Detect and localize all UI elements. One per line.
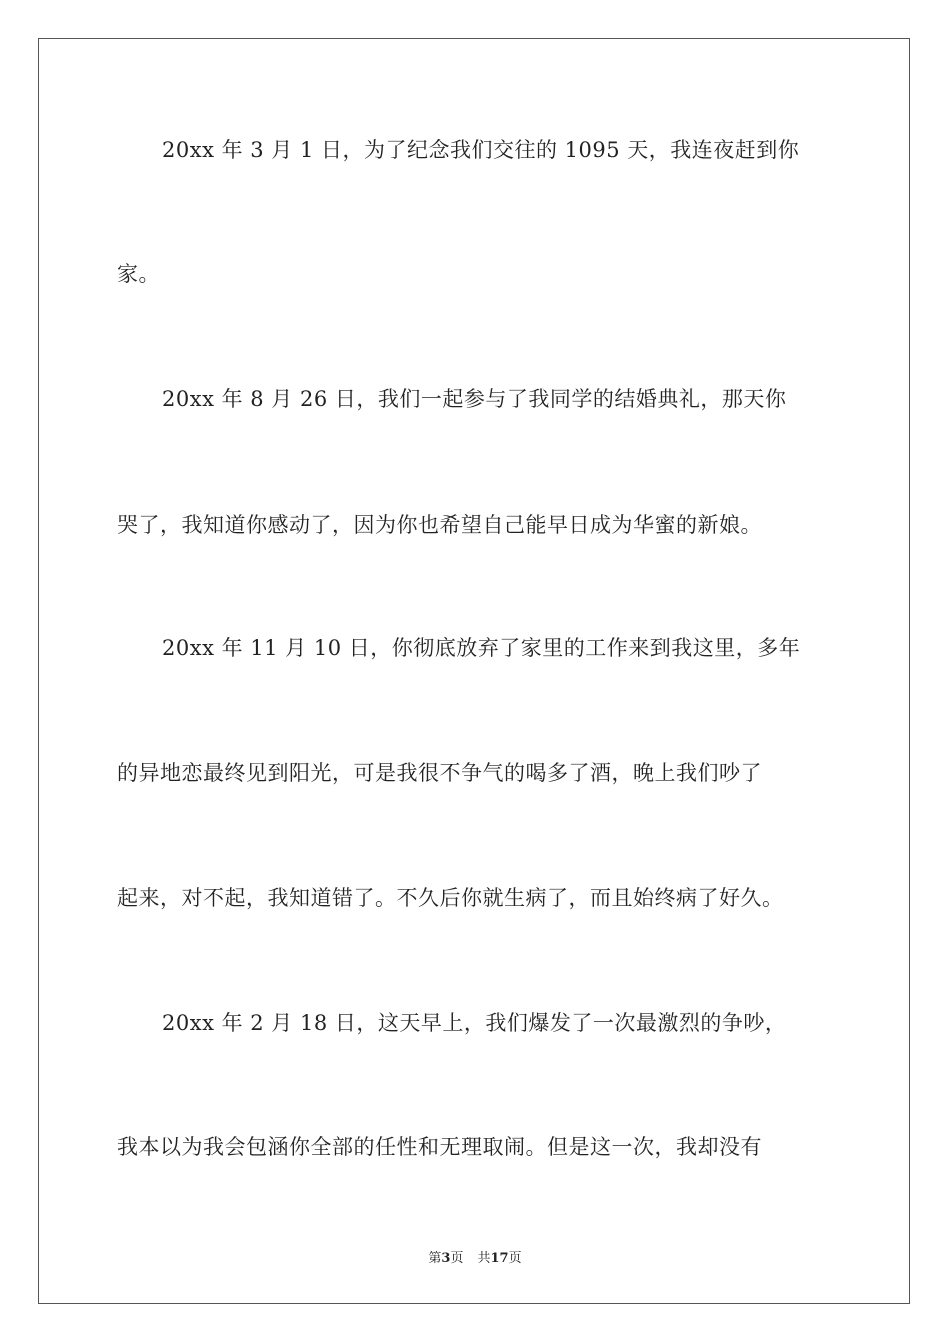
page-prefix: 第 xyxy=(428,1251,442,1266)
paragraph-line: 20xx 年 11 月 10 日，你彻底放弃了家里的工作来到我这里，多年 xyxy=(162,636,801,660)
page-footer xyxy=(0,1247,950,1266)
page-border xyxy=(38,38,910,1304)
paragraph-line: 哭了，我知道你感动了，因为你也希望自己能早日成为华蜜的新娘。 xyxy=(117,513,762,537)
total-pages: 17 xyxy=(490,1251,509,1266)
page-suffix: 页 xyxy=(450,1251,464,1266)
paragraph-line: 起来，对不起，我知道错了。不久后你就生病了，而且始终病了好久。 xyxy=(117,886,784,910)
total-suffix: 页 xyxy=(508,1251,522,1266)
paragraph-line: 的异地恋最终见到阳光，可是我很不争气的喝多了酒，晚上我们吵了 xyxy=(117,761,762,785)
paragraph-line: 20xx 年 3 月 1 日，为了纪念我们交往的 1095 天，我连夜赶到你 xyxy=(162,138,800,162)
paragraph-line: 20xx 年 8 月 26 日，我们一起参与了我同学的结婚典礼，那天你 xyxy=(162,387,787,411)
paragraph-line: 家。 xyxy=(117,262,160,286)
paragraph-line: 我本以为我会包涵你全部的任性和无理取闹。但是这一次，我却没有 xyxy=(117,1135,762,1159)
page-number: 3 xyxy=(441,1251,451,1266)
paragraph-line: 20xx 年 2 月 18 日，这天早上，我们爆发了一次最激烈的争吵， xyxy=(162,1011,787,1035)
total-prefix: 共 xyxy=(477,1251,491,1266)
